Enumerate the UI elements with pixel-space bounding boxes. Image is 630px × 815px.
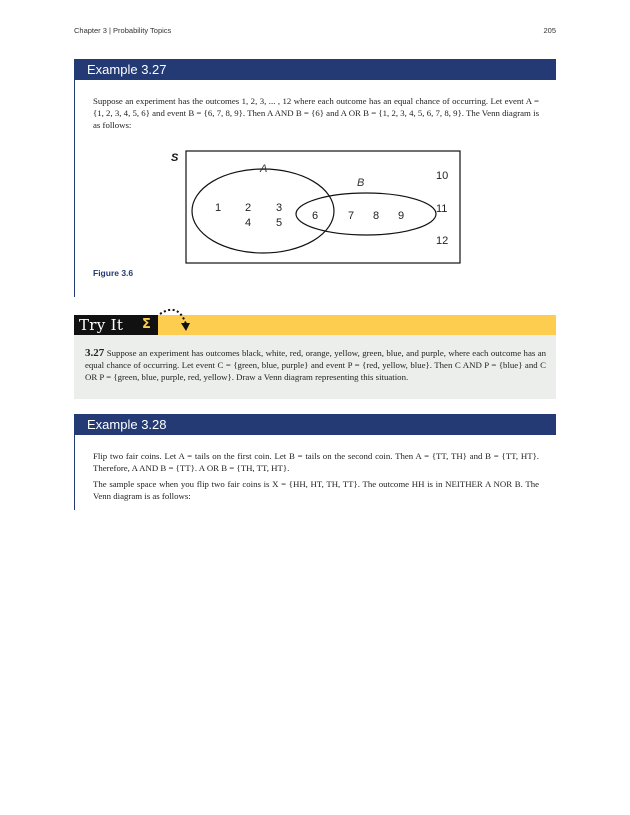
example-3-27-rule xyxy=(74,80,75,297)
venn-element: 3 xyxy=(276,202,283,214)
venn-element: 8 xyxy=(373,210,380,222)
venn-element: 1 xyxy=(215,202,222,214)
venn-element-outside: 11 xyxy=(436,203,448,215)
exercise-number: 3.27 xyxy=(85,347,105,359)
venn-element: 9 xyxy=(398,210,405,222)
try-it-label: Try It xyxy=(74,315,158,335)
sample-space-rect xyxy=(186,151,460,263)
venn-element: 2 xyxy=(245,202,252,214)
sigma-icon: Σ xyxy=(142,317,151,332)
venn-element-outside: 10 xyxy=(436,170,449,182)
dotted-arrow-icon xyxy=(156,304,196,334)
set-b-label: B xyxy=(357,177,365,189)
example-3-28-title: Example 3.28 xyxy=(74,414,556,435)
venn-element-intersection: 6 xyxy=(312,210,319,222)
venn-diagram-figure xyxy=(160,145,470,267)
exercise-text: Suppose an experiment has outcomes black, white, red, orange, yellow, green, blue, and purple, where each outcome has an equal chance of occurring. Let event C = {green, blue, purple} and event P = {red, yellow, blue}. Then C AND P = {blue} and C OR P = {green, blue, purple, red, yellow}. Draw a Venn diagram representing this situation. xyxy=(85,348,547,383)
venn-element-outside: 12 xyxy=(436,235,449,247)
try-it-exercise xyxy=(85,347,546,384)
example-3-28-paragraph-1: Flip two fair coins. Let A = tails on the first coin. Let B = tails on the second coin. Then A = {TT, TH} and B = {TT, HT}. Therefore, A AND B = {TT}. A OR B = {TH, TT, HT}. xyxy=(93,451,539,474)
sample-space-label: S xyxy=(171,152,179,164)
venn-element: 5 xyxy=(276,217,283,229)
page-number: 205 xyxy=(543,26,556,35)
example-3-27-paragraph: Suppose an experiment has the outcomes 1, 2, 3, ... , 12 where each outcome has an equal chance of occurring. Let event A = {1, 2, 3, 4, 5, 6} and event B = {6, 7, 8, 9}. Then A AND B = {6} and A OR B = {1, 2, 3, 4, 5, 6, 7, 8, 9}. The Venn diagram is as follows: xyxy=(93,96,539,131)
venn-element: 7 xyxy=(348,210,355,222)
example-3-27-title: Example 3.27 xyxy=(74,59,556,80)
venn-diagram xyxy=(160,145,470,267)
set-a-label: A xyxy=(260,163,268,175)
example-3-28-paragraph-2: The sample space when you flip two fair coins is X = {HH, HT, TH, TT}. The outcome HH is in NEITHER A NOR B. The Venn diagram is as follows: xyxy=(93,479,539,502)
example-3-28-rule xyxy=(74,435,75,510)
figure-caption: Figure 3.6 xyxy=(93,268,134,278)
venn-element: 4 xyxy=(245,217,252,229)
chapter-title: Chapter 3 | Probability Topics xyxy=(74,26,172,35)
